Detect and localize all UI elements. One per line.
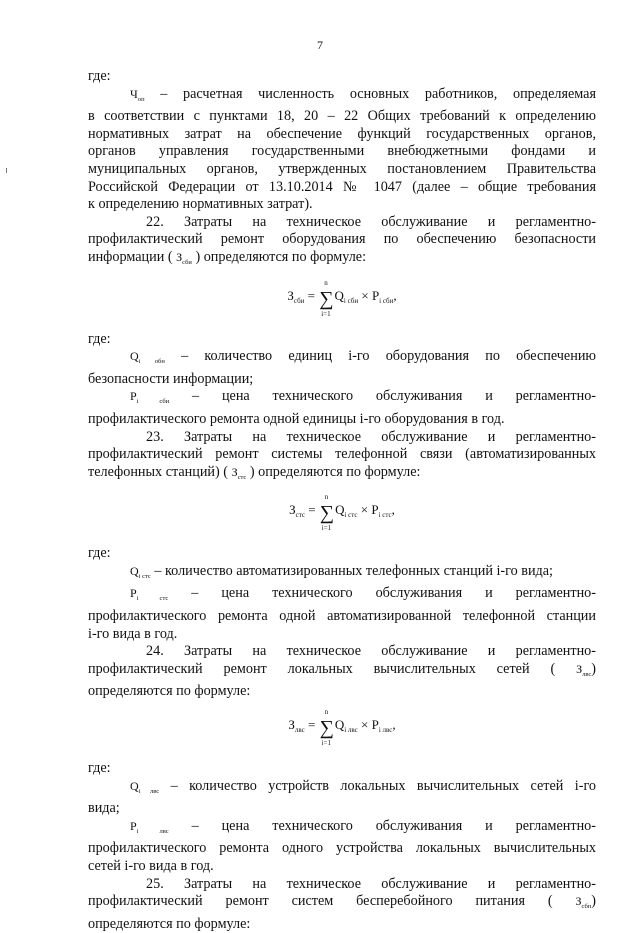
paragraph-24: 24. Затраты на техническое обслуживание и регламентно- xyxy=(146,643,596,660)
def-q-obi: $Q_{i обн}$ – количество единиц i-го оборудования по обеспечению xyxy=(130,348,597,366)
document-body xyxy=(88,68,596,933)
paragraph-22-line: профилактический ремонт оборудования по обеспечению безопасности xyxy=(88,231,596,248)
where-label: где: xyxy=(88,760,111,777)
margin-mark xyxy=(6,168,7,173)
formula-22: $З_{сби}$ = n ∑ i=1 $Q_{i сби} \times P_{i сби}$, xyxy=(287,278,397,318)
def-chop-line: к определению нормативных затрат). xyxy=(88,196,313,213)
def-p-sts-line: профилактического ремонта одной автоматизированной телефонной станции xyxy=(88,608,596,625)
def-chop: $Ч_{оп}$ – расчетная численность основных работников, определяемая xyxy=(130,85,596,103)
symbol-chop: $Ч_{оп}$ xyxy=(130,86,145,103)
paragraph-25-line: профилактический ремонт систем бесперебойного питания ( $З_{сбп}$) xyxy=(88,893,596,911)
formula-24: $З_{лвс}$ = n ∑ i=1 $Q_{i лвс} \times P_{i лвс}$, xyxy=(288,708,396,748)
def-chop-line: органов управления государственными внебюджетными фондами и xyxy=(88,143,596,160)
def-q-lvs-line: вида; xyxy=(88,800,120,817)
def-p-sts-line: i-го вида в год. xyxy=(88,625,178,642)
def-p-lvs-line: сетей i-го вида в год. xyxy=(88,858,214,874)
paragraph-23-line: телефонных станций) ( $З_{стс}$ ) определяются по формуле: xyxy=(88,463,421,481)
def-chop-line: в соответствии с пунктами 18, 20 – 22 Общих требований к определению xyxy=(88,108,596,125)
paragraph-24-line: определяются по формуле: xyxy=(88,683,251,700)
paragraph-24-line: профилактический ремонт локальных вычислительных сетей ( $З_{лвс}$) xyxy=(88,660,596,678)
def-p-sts: $P_{i стс}$ – цена технического обслуживания и регламентно- xyxy=(130,585,596,603)
def-p-lvs-line: профилактического ремонта одного устройства локальных вычислительных xyxy=(88,840,596,857)
def-q-lvs: $Q_{i лвс}$ – количество устройств локальных вычислительных сетей i-го xyxy=(130,777,597,795)
paragraph-23: 23. Затраты на техническое обслуживание и регламентно- xyxy=(146,428,596,445)
paragraph-25-line: определяются по формуле: xyxy=(88,915,251,932)
def-chop-line: Российской Федерации от 13.10.2014 № 1047 (далее – общие требования xyxy=(88,178,596,195)
def-p-obi-line: профилактического ремонта одной единицы i-го оборудования в год. xyxy=(88,410,505,427)
where-label: где: xyxy=(88,330,111,347)
def-q-sts: $Q_{i стс}$ – количество автоматизированных телефонных станций i-го вида; xyxy=(130,562,553,580)
def-chop-line: нормативных затрат на обеспечение функций государственных органов, xyxy=(88,125,596,142)
paragraph-22-line: информации ( $З_{сби}$ ) определяются по формуле: xyxy=(88,248,367,266)
formula-23: $З_{стс}$ = n ∑ i=1 $Q_{i стс} \times P_{i стс}$, xyxy=(289,493,395,533)
page-number: 7 xyxy=(317,38,323,52)
def-p-obi: $P_{i сби}$ – цена технического обслуживания и регламентно- xyxy=(130,388,597,406)
where-label: где: xyxy=(88,68,111,84)
def-p-lvs: $P_{i лвс}$ – цена технического обслуживания и регламентно- xyxy=(130,817,596,835)
paragraph-23-line: профилактический ремонт системы телефонной связи (автоматизированных xyxy=(88,446,596,463)
def-q-obi-line: безопасности информации; xyxy=(88,370,254,387)
where-label: где: xyxy=(88,545,111,562)
paragraph-22: 22. Затраты на техническое обслуживание и регламентно- xyxy=(146,213,596,230)
def-chop-line: муниципальных органов, утвержденных постановлением Правительства xyxy=(88,160,596,177)
paragraph-25: 25. Затраты на техническое обслуживание и регламентно- xyxy=(146,875,596,892)
